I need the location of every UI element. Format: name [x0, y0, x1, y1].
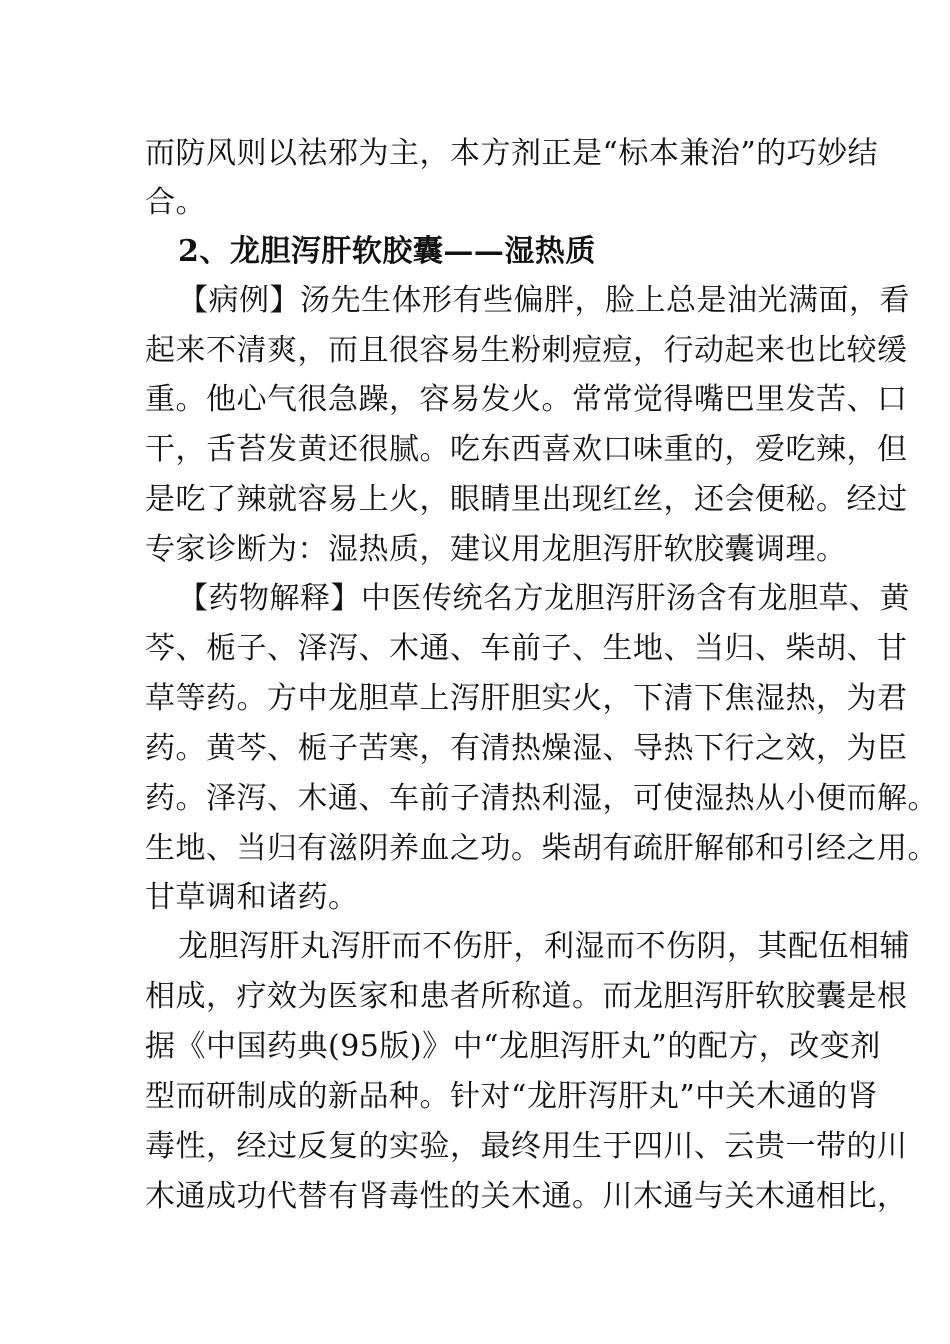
paragraph-line: 重。他心气很急躁，容易发火。常常觉得嘴巴里发苦、口 [145, 382, 908, 417]
paragraph-line: 药。黄芩、栀子苦寒，有清热燥湿、导热下行之效，为臣 [145, 731, 908, 766]
paragraph-line: 【病例】汤先生体形有些偏胖，脸上总是油光满面，看 [178, 283, 910, 318]
paragraph-line: 是吃了辣就容易上火，眼睛里出现红丝，还会便秘。经过 [145, 482, 908, 517]
paragraph-line: 据《中国药典(95版)》中“龙胆泻肝丸”的配方，改变剂 [145, 1029, 881, 1064]
paragraph-line: 相成，疗效为医家和患者所称道。而龙胆泻肝软胶囊是根 [145, 979, 908, 1014]
paragraph-line: 型而研制成的新品种。针对“龙肝泻肝丸”中关木通的肾 [145, 1079, 879, 1114]
section-heading: 2、龙胆泻肝软胶囊——湿热质 [178, 234, 596, 269]
paragraph-line: 甘草调和诸药。 [145, 880, 359, 915]
paragraph-line: 生地、当归有滋阴养血之功。柴胡有疏肝解郁和引经之用。 [145, 831, 938, 866]
paragraph-line: 【药物解释】中医传统名方龙胆泻肝汤含有龙胆草、黄 [178, 581, 910, 616]
paragraph-line: 起来不清爽，而且很容易生粉刺痘痘，行动起来也比较缓 [145, 333, 908, 368]
paragraph-line: 合。 [145, 185, 206, 220]
paragraph-line: 干，舌苔发黄还很腻。吃东西喜欢口味重的，爱吃辣，但 [145, 432, 908, 467]
paragraph-line: 草等药。方中龙胆草上泻肝胆实火，下清下焦湿热，为君 [145, 681, 908, 716]
paragraph-line: 毒性，经过反复的实验，最终用生于四川、云贵一带的川 [145, 1129, 908, 1164]
paragraph-line: 专家诊断为：湿热质，建议用龙胆泻肝软胶囊调理。 [145, 532, 847, 567]
paragraph-line: 木通成功代替有肾毒性的关木通。川木通与关木通相比， [145, 1179, 908, 1214]
paragraph-line: 龙胆泻肝丸泻肝而不伤肝，利湿而不伤阴，其配伍相辅 [178, 929, 910, 964]
paragraph-line: 而防风则以祛邪为主，本方剂正是“标本兼治”的巧妙结 [145, 136, 879, 171]
paragraph-line: 芩、栀子、泽泻、木通、车前子、生地、当归、柴胡、甘 [145, 631, 908, 666]
paragraph-line: 药。泽泻、木通、车前子清热利湿，可使湿热从小便而解。 [145, 781, 938, 816]
